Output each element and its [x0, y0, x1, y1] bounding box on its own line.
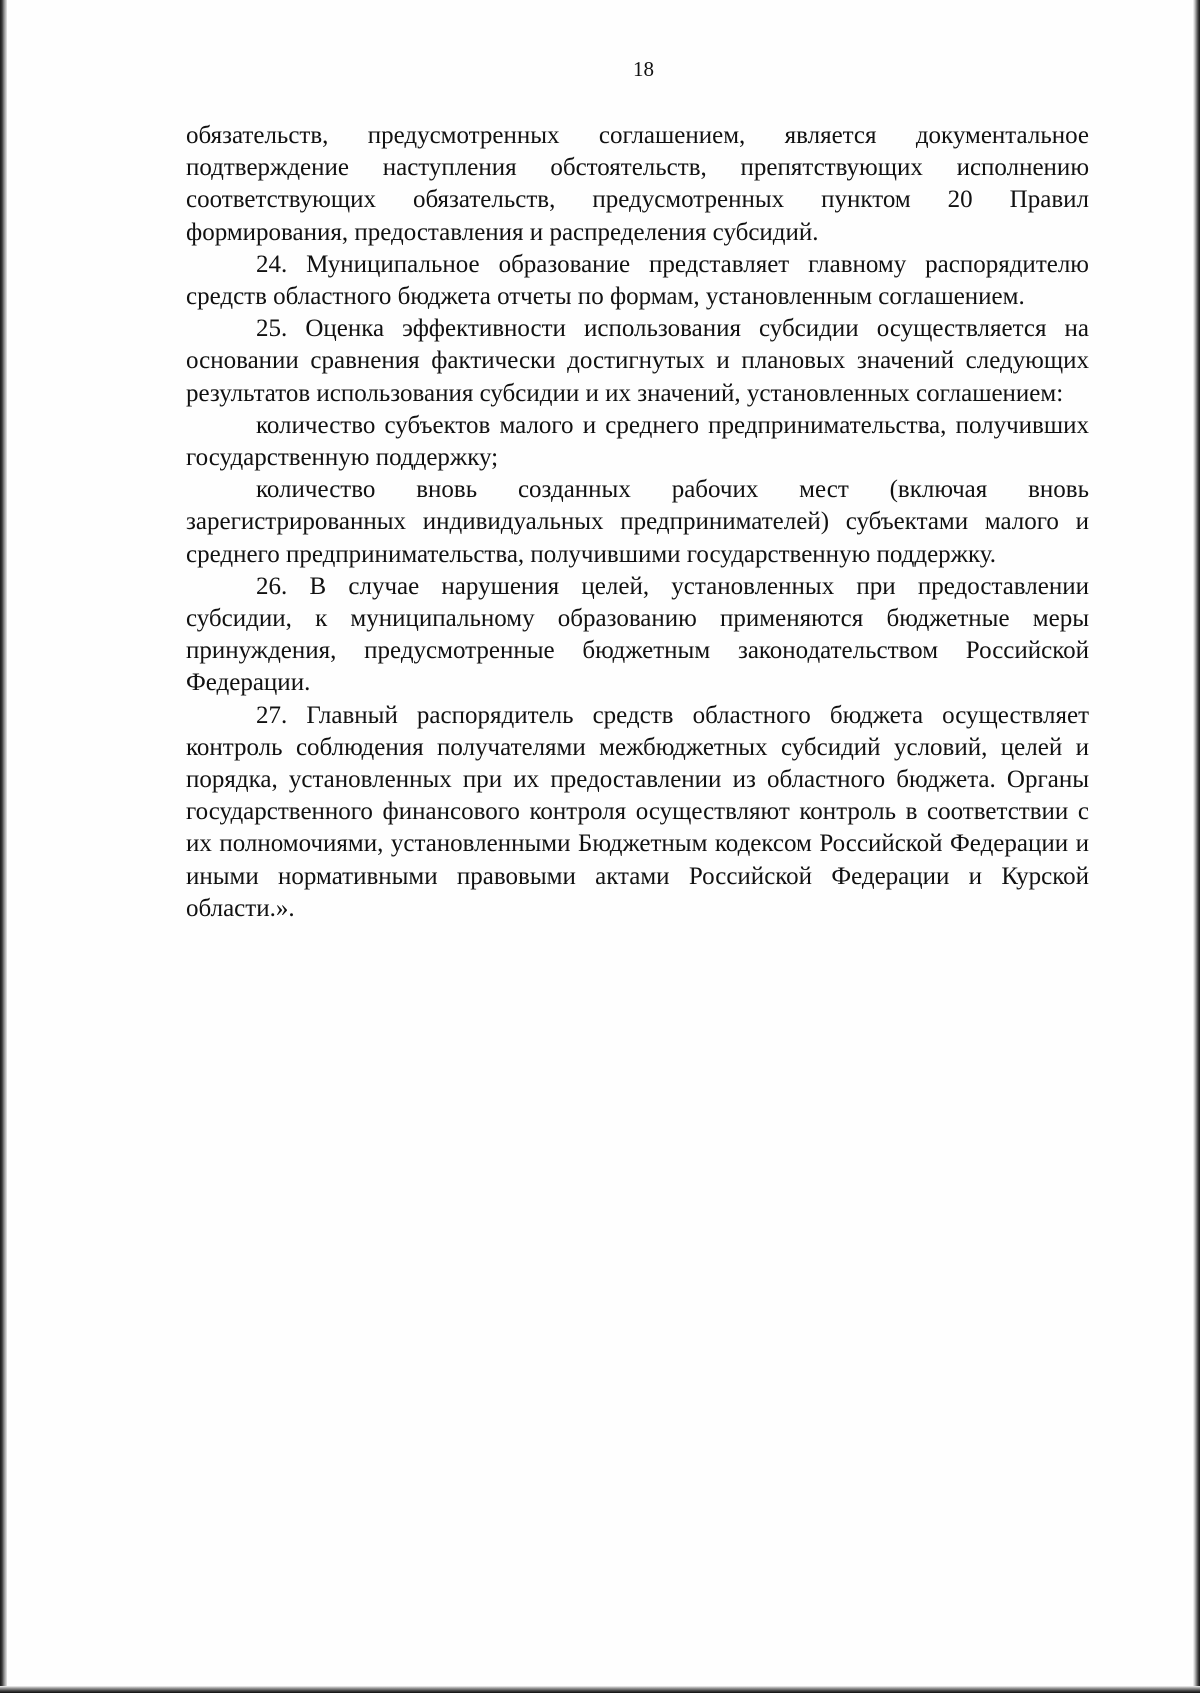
paragraph-27-control: 27. Главный распорядитель средств областного бюджета осуществляет контроль соблюдения получателями межбюджетных субсидий условий, целей и порядка, установленных при их предоставлении из областного бюджета. Органы государственного финансового контроля осуществляют контроль в соответствии с их полномочиями, установленными Бюджетным кодексом Российской Федерации и иными нормативными правовыми актами Российской Федерации и Курской области.».	[186, 701, 1089, 922]
scan-edge-right	[1193, 0, 1200, 1693]
scan-edge-bottom	[0, 1686, 1200, 1693]
paragraph-25-indicator-new-jobs: количество вновь созданных рабочих мест (включая вновь зарегистрированных индивидуальных предпринимателей) субъектами малого и среднего предпринимательства, получившими государственную поддержку.	[186, 476, 1089, 568]
paragraph-26-violations: 26. В случае нарушения целей, установленных при предоставлении субсидии, к муниципальному образованию применяются бюджетные меры принуждения, предусмотренные бюджетным законодательством Российской Федерации.	[186, 572, 1089, 697]
document-body	[186, 55, 1089, 925]
scan-edge-left	[0, 0, 7, 1693]
paragraph-25-indicator-smb-count: количество субъектов малого и среднего предпринимательства, получивших государственную поддержку;	[186, 411, 1089, 472]
page-number: 18	[633, 57, 654, 81]
paragraph-25-efficiency-evaluation: 25. Оценка эффективности использования субсидии осуществляется на основании сравнения фактически достигнутых и плановых значений следующих результатов использования субсидии и их значений, установленных соглашением:	[186, 315, 1089, 407]
paragraph-obligations-continuation: обязательств, предусмотренных соглашением, является документальное подтверждение наступления обстоятельств, препятствующих исполнению соответствующих обязательств, предусмотренных пунктом 20 Правил формирования, предоставления и распределения субсидий.	[186, 122, 1089, 246]
paragraph-24-reports: 24. Муниципальное образование представляет главному распорядителю средств областного бюджета отчеты по формам, установленным соглашением.	[186, 250, 1089, 311]
